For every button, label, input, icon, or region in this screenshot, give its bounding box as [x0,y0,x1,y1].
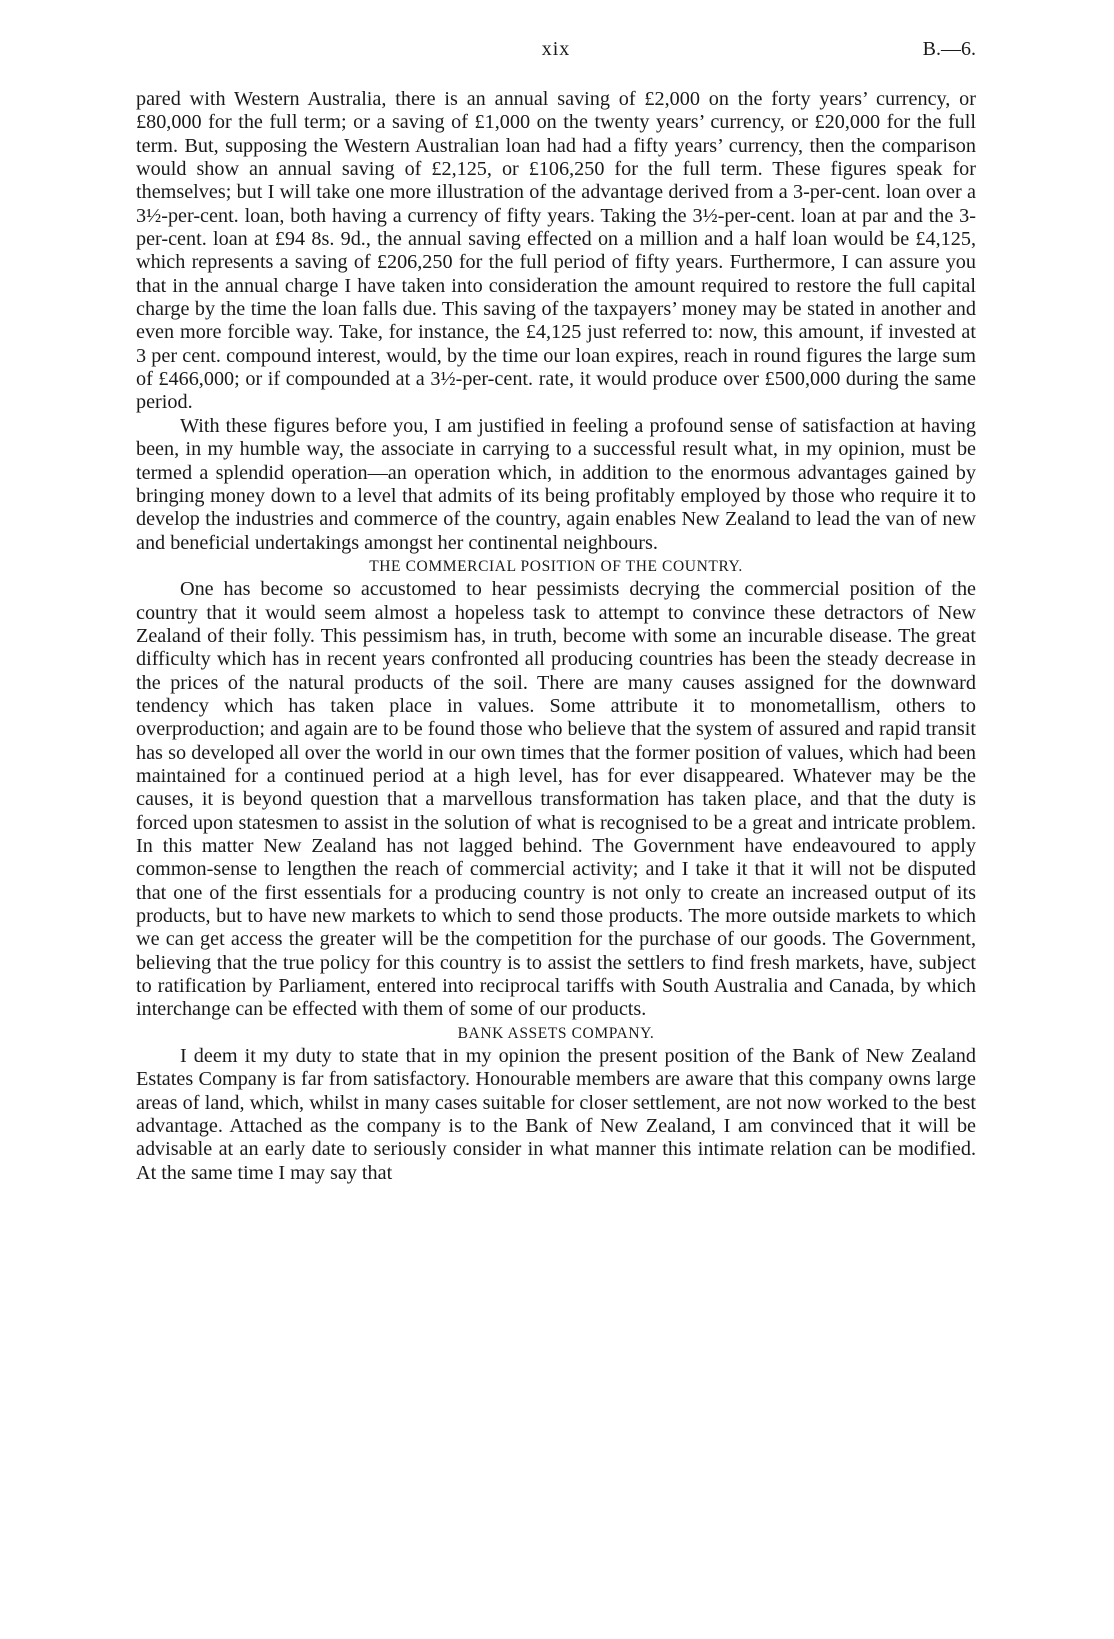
paragraph-bank-assets: I deem it my duty to state that in my opinion the present position of the Bank of New Zealand Estates Company is far from satisfactory. Honourable members are aware that this company owns large areas of land, which, whilst in many cases suitable for closer settlement, are not now worked to the best advantage. Attached as the company is to the Bank of New Zealand, I am convinced that it will be advisable at an early date to seriously consider in what manner this intimate relation can be modified. At the same time I may say that [136,1045,976,1184]
page-number: xix [541,38,571,60]
section-heading-bank-assets: BANK ASSETS COMPANY. [457,1024,655,1042]
body-text [136,88,976,1185]
document-reference: B.—6. [922,38,976,60]
section-heading-commercial-position: THE COMMERCIAL POSITION OF THE COUNTRY. [369,557,743,575]
paragraph-commercial-position: One has become so accustomed to hear pessimists decrying the commercial position of the country that it would seem almost a hopeless task to attempt to convince these detractors of New Zealand of their folly. This pessimism has, in truth, become with some an incurable disease. The great difficulty which has in recent years confronted all producing countries has been the steady decrease in the prices of the natural products of the soil. There are many causes assigned for the downward tendency which has taken place in values. Some attribute it to monometallism, others to overproduction; and again are to be found those who believe that the system of assured and rapid transit has so developed all over the world in our own times that the former position of values, which had been maintained for a continued period at a high level, has for ever disappeared. Whatever may be the causes, it is beyond question that a marvellous transformation has taken place, and that the duty is forced upon statesmen to assist in the solution of what is recognised to be a great and intricate problem. In this matter New Zealand has not lagged behind. The Government have endeavoured to apply common-sense to lengthen the reach of commercial activity; and I take it that it will not be disputed that one of the first essentials for a producing country is not only to create an increased output of its products, but to have new markets to which to send those products. The more outside markets to which we can get access the greater will be the competition for the purchase of our goods. The Government, believing that the true policy for this country is to assist the settlers to find fresh markets, have, subject to ratification by Parliament, entered into reciprocal tariffs with South Australia and Canada, by which interchange can be effected with them of some of our products. [136,578,976,1021]
page-header [136,38,976,68]
paragraph-continued: pared with Western Australia, there is an annual saving of £2,000 on the forty years’ currency, or £80,000 for the full term; or a saving of £1,000 on the twenty years’ currency, or £20,000 for the full term. But, supposing the Western Australian loan had had a fifty years’ currency, then the comparison would show an annual saving of £2,125, or £106,250 for the full term. These figures speak for themselves; but I will take one more illustration of the advantage derived from a 3-per-cent. loan over a 3½-per-cent. loan, both having a currency of fifty years. Taking the 3½-per-cent. loan at par and the 3-per-cent. loan at £94 8s. 9d., the annual saving effected on a million and a half loan would be £4,125, which represents a saving of £206,250 for the full period of fifty years. Furthermore, I can assure you that in the annual charge I have taken into consideration the amount required to restore the full capital charge by the time the loan falls due. This saving of the taxpayers’ money may be stated in another and even more forcible way. Take, for instance, the £4,125 just referred to: now, this amount, if invested at 3 per cent. compound interest, would, by the time our loan expires, reach in round figures the large sum of £466,000; or if compounded at a 3½-per-cent. rate, it would produce over £500,000 during the same period. [136,88,976,414]
paragraph-satisfaction: With these figures before you, I am justified in feeling a profound sense of satisfaction at having been, in my humble way, the associate in carrying to a successful result what, in my opinion, must be termed a splendid operation—an operation which, in addition to the enormous advantages gained by bringing money down to a level that admits of its being profitably employed by those who require it to develop the industries and commerce of the country, again enables New Zealand to lead the van of new and beneficial undertakings amongst her continental neighbours. [136,414,976,554]
